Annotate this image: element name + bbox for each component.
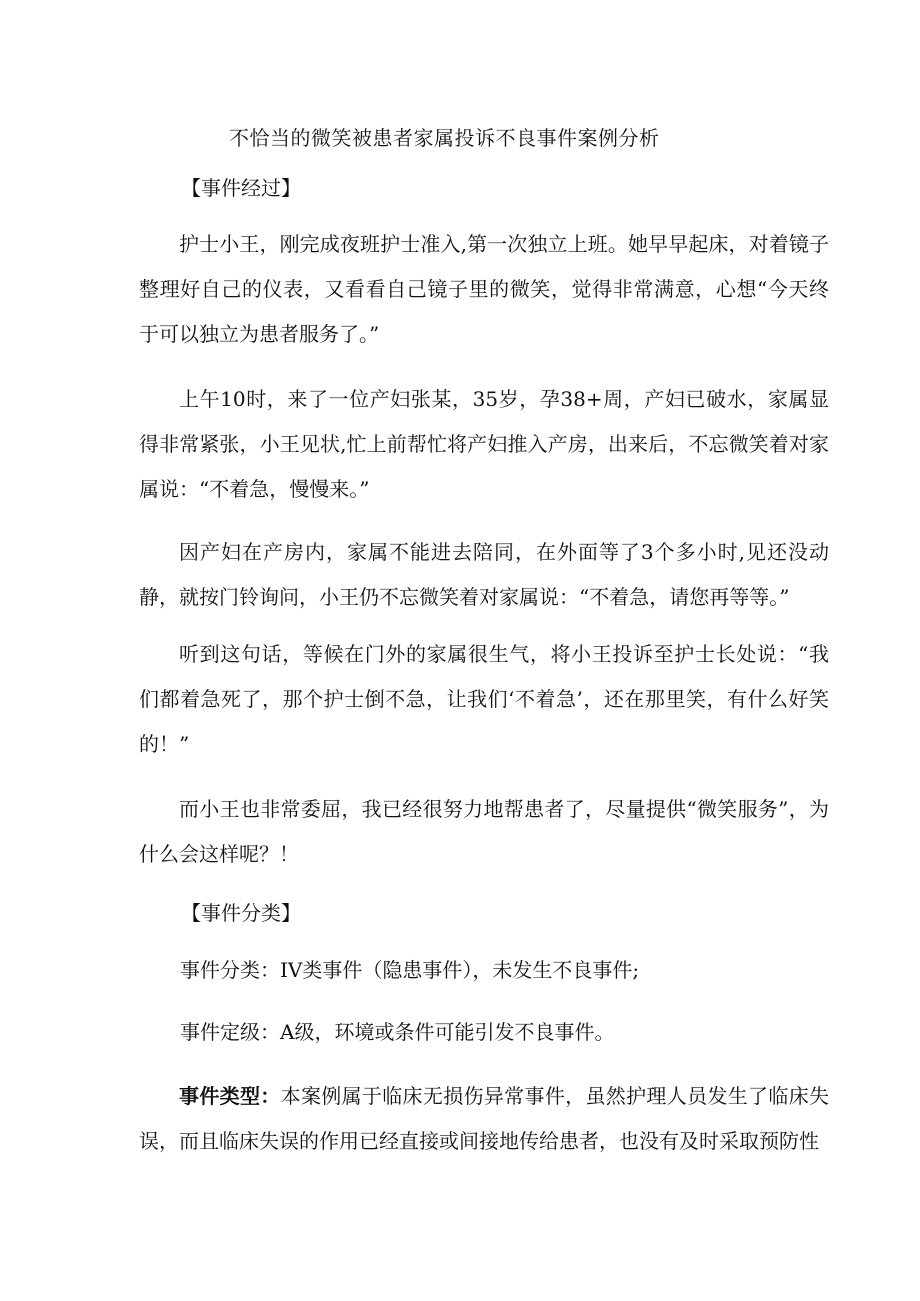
paragraph-4: 听到这句话，等候在门外的家属很生气，将小王投诉至护士长处说：“我们都着急死了，那个护士倒不急，让我们‘不着急’，还在那里笑，有什么好笑的！” <box>139 642 829 756</box>
paragraph-3: 因产妇在产房内，家属不能进去陪同，在外面等了3个多小时,见还没动静，就按门铃询问，小王仍不忘微笑着对家属说：“不着急，请您再等等。” <box>139 540 829 609</box>
paragraph-2: 上午10时，来了一位产妇张某，35岁，孕38+周，产妇已破水，家属显得非常紧张，小王见状,忙上前帮忙将产妇推入产房，出来后，不忘微笑着对家属说：“不着急，慢慢来。” <box>139 387 829 501</box>
section-heading-process: 【事件经过】 <box>181 176 301 200</box>
event-type-label: 事件类型： <box>179 1084 281 1108</box>
classification-line: 事件分类：IV类事件（隐患事件），未发生不良事件; <box>180 958 640 982</box>
grade-line: 事件定级：A级，环境或条件可能引发不良事件。 <box>180 1020 615 1044</box>
event-type-text: 本案例属于临床无损伤异常事件，虽然护理人员发生了临床失误，而且临床失误的作用已经直接或间接地传给患者，也没有及时采取预防性 <box>139 1084 830 1153</box>
paragraph-5: 而小王也非常委屈，我已经很努力地帮患者了，尽量提供“微笑服务”，为什么会这样呢？！ <box>139 797 829 866</box>
section-heading-classification: 【事件分类】 <box>181 901 301 925</box>
document-title: 不恰当的微笑被患者家属投诉不良事件案例分析 <box>229 126 660 150</box>
paragraph-1: 护士小王，刚完成夜班护士准入,第一次独立上班。她早早起床，对着镜子整理好自己的仪表，又看看自己镜子里的微笑，觉得非常满意，心想“今天终于可以独立为患者服务了。” <box>139 232 829 346</box>
event-type-paragraph <box>139 1074 829 1164</box>
